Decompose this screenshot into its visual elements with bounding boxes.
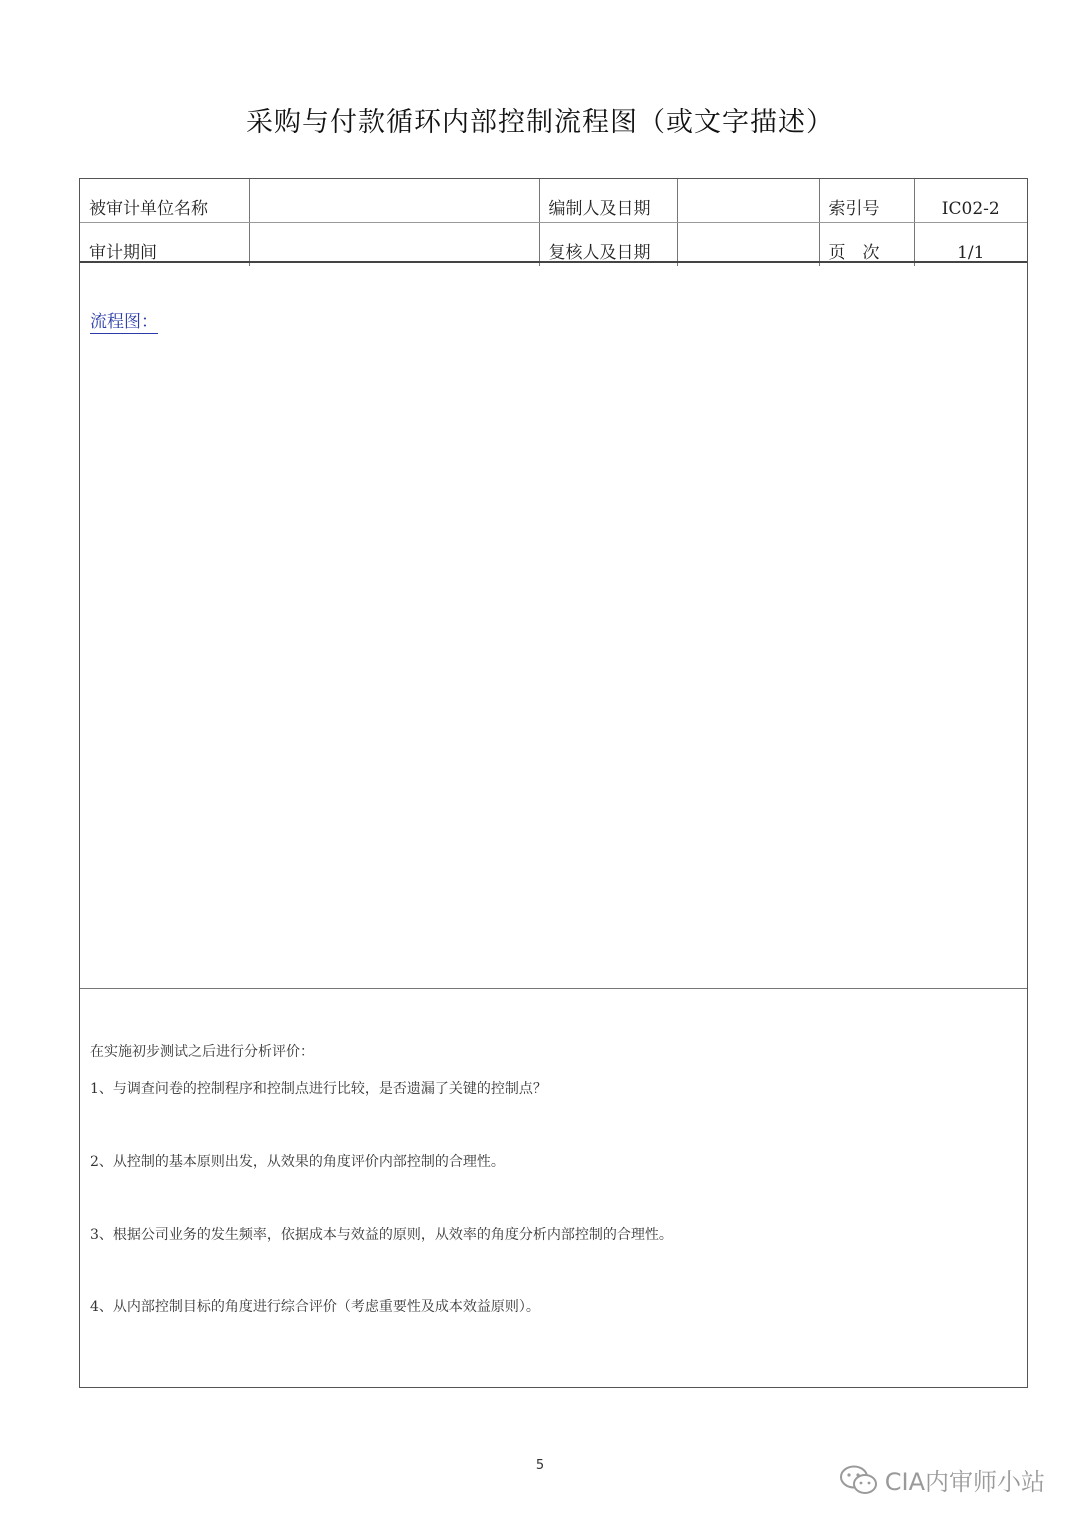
- preparer-date-field[interactable]: [677, 179, 819, 223]
- evaluation-intro: 在实施初步测试之后进行分析评价：: [90, 1044, 314, 1060]
- audit-form: [79, 178, 1028, 1388]
- page-count-label: 页 次: [819, 223, 914, 267]
- wechat-icon: [839, 1464, 879, 1496]
- reviewer-date-label: 复核人及日期: [539, 223, 677, 267]
- header-row-2: [80, 223, 1027, 267]
- watermark: [839, 1462, 1045, 1497]
- audit-period-field[interactable]: [249, 223, 539, 267]
- evaluation-item: 2、从控制的基本原则出发，从效果的角度评价内部控制的合理性。: [90, 1154, 505, 1170]
- page-title: 采购与付款循环内部控制流程图（或文字描述）: [246, 107, 834, 138]
- section-divider: [80, 988, 1027, 989]
- auditee-name-label: 被审计单位名称: [80, 179, 249, 223]
- flowchart-label: 流程图：: [90, 312, 158, 332]
- index-number-label: 索引号: [819, 179, 914, 223]
- index-number-value: IC02-2: [914, 179, 1027, 223]
- reviewer-date-field[interactable]: [677, 223, 819, 267]
- auditee-name-field[interactable]: [249, 179, 539, 223]
- watermark-text: CIA内审师小站: [884, 1468, 1045, 1496]
- header-row-1: [80, 179, 1027, 223]
- preparer-date-label: 编制人及日期: [539, 179, 677, 223]
- evaluation-item: 3、根据公司业务的发生频率，依据成本与效益的原则，从效率的角度分析内部控制的合理性。: [90, 1227, 673, 1243]
- page-number: 5: [535, 1458, 545, 1473]
- header-divider: [80, 261, 1027, 263]
- header-table: [80, 179, 1027, 266]
- evaluation-item: 1、与调查问卷的控制程序和控制点进行比较，是否遗漏了关键的控制点？: [90, 1081, 547, 1097]
- audit-period-label: 审计期间: [80, 223, 249, 267]
- page-count-value: 1/1: [957, 243, 985, 263]
- evaluation-item: 4、从内部控制目标的角度进行综合评价（考虑重要性及成本效益原则）。: [90, 1299, 540, 1315]
